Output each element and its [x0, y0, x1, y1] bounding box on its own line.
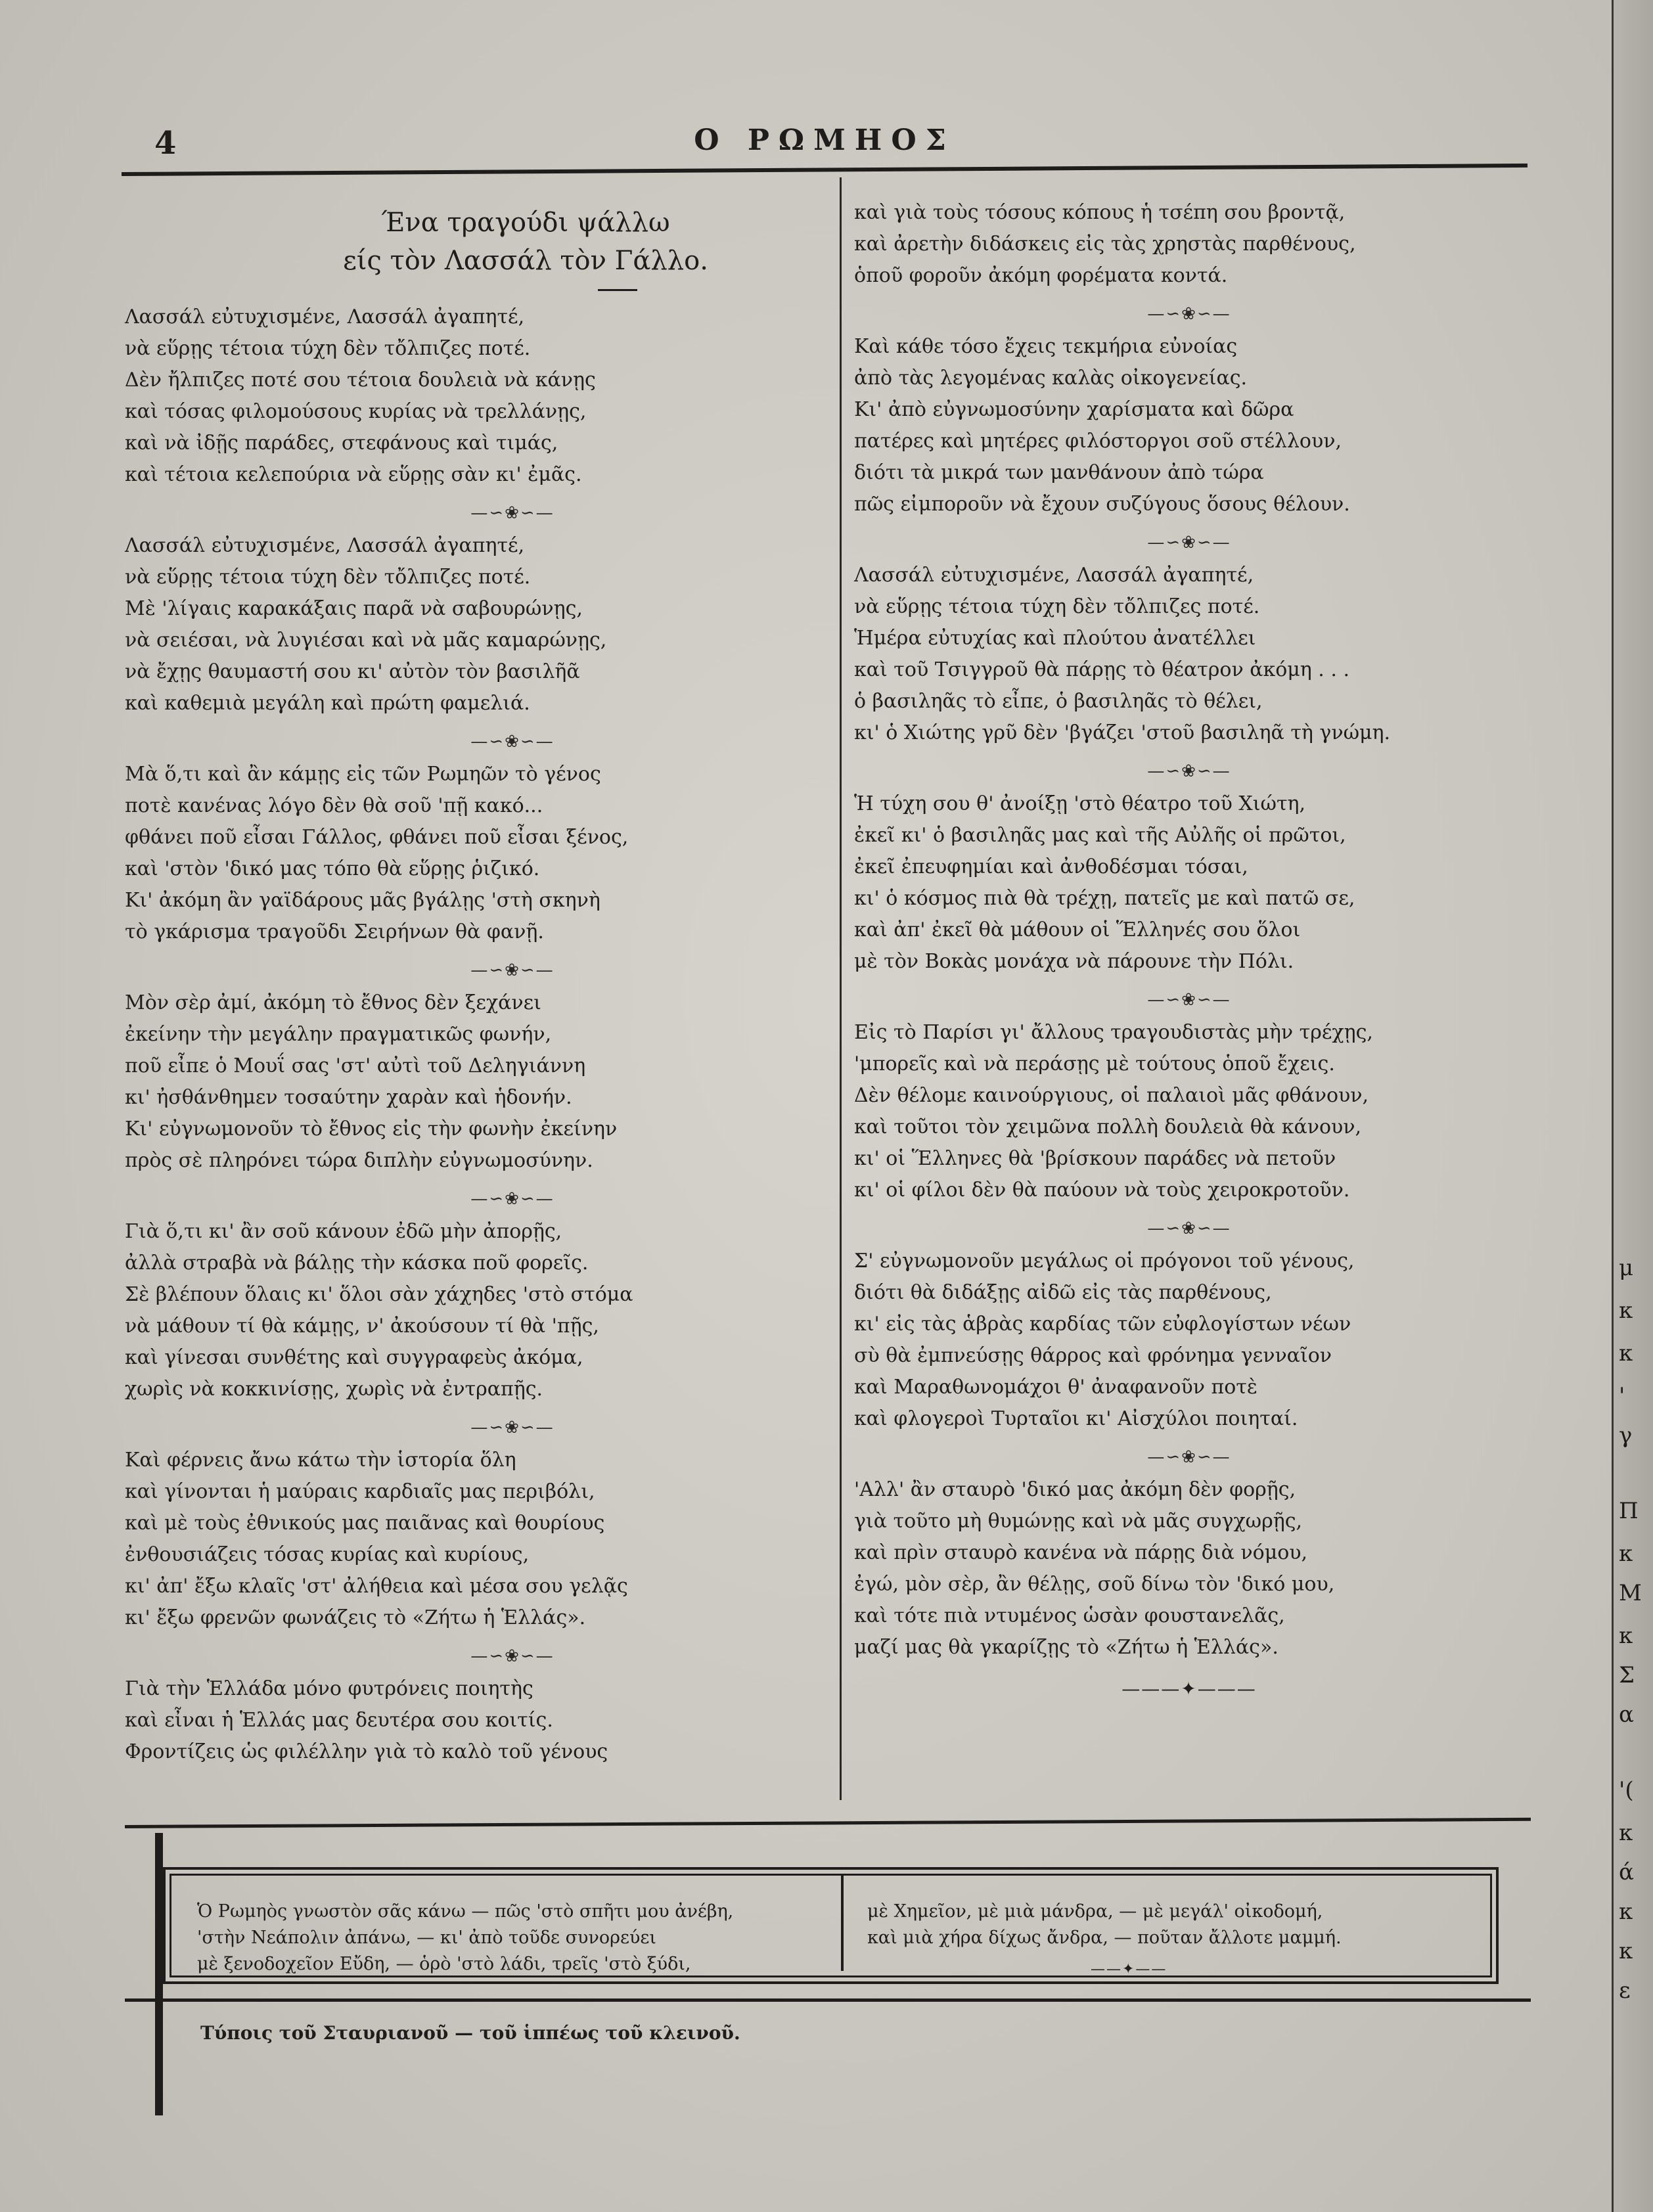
verse-line: Λασσάλ εὐτυχισμένε, Λασσάλ ἀγαπητέ, [125, 534, 525, 557]
verse-line: ποῦ εἶπε ὁ Μουΐ σας 'στ' αὐτὶ τοῦ Δεληγιάννη [125, 1054, 586, 1077]
verse-line: 'μπορεῖς καὶ νὰ περάσῃς μὲ τούτους ὁποῦ ἔχεις. [854, 1052, 1335, 1075]
verse-line: κι' ἀπ' ἔξω κλαῖς 'στ' ἀλήθεια καὶ μέσα σου γελᾷς [125, 1575, 628, 1598]
verse-line: καὶ ἀρετὴν διδάσκεις εἰς τὰς χρηστὰς παρθένους, [854, 233, 1356, 256]
verse-line: καὶ γίνεσαι συνθέτης καὶ συγγραφεὺς ἀκόμα, [125, 1346, 583, 1369]
stanza [125, 987, 821, 1177]
stanza [854, 331, 1524, 520]
verse-line: γιὰ τοῦτο μὴ θυμώνῃς καὶ νὰ μᾶς συγχωρῇς, [854, 1510, 1303, 1533]
verse-line: Φροντίζεις ὡς φιλέλλην γιὰ τὸ καλὸ τοῦ γένους [125, 1740, 608, 1763]
stanza-ornament: —∽❀∽— [470, 1646, 555, 1666]
verse-line: καὶ πρὶν σταυρὸ κανένα νὰ πάρῃς διὰ νόμου, [854, 1541, 1308, 1564]
page-header [118, 118, 1531, 171]
verse-line: ἐκεῖ κι' ὁ βασιληᾶς μας καὶ τῆς Αὐλῆς οἱ πρῶτοι, [854, 824, 1346, 847]
verse-line: Μὸν σὲρ ἀμί, ἀκόμη τὸ ἔθνος δὲν ξεχάνει [125, 991, 541, 1014]
verse-line: Εἰς τὸ Παρίσι γι' ἄλλους τραγουδιστὰς μὴν τρέχῃς, [854, 1021, 1373, 1044]
end-ornament: ———✦——— [1121, 1678, 1257, 1700]
next-page-edge [1612, 0, 1653, 2212]
verse-line: νὰ μάθουν τί θὰ κάμῃς, ν' ἀκούσουν τί θὰ 'πῇς, [125, 1315, 599, 1338]
stanza-ornament: —∽❀∽— [1147, 1447, 1231, 1467]
stanza-ornament: —∽❀∽— [470, 1189, 555, 1209]
stanza-ornament: —∽❀∽— [1147, 761, 1231, 781]
verse-line: κι' εἰς τὰς ἁβρὰς καρδίας τῶν εὐφλογίστων νέων [854, 1313, 1351, 1336]
verse-line: καὶ ἀπ' ἐκεῖ θὰ μάθουν οἱ Ἕλληνές σου ὅλοι [854, 918, 1301, 941]
advertisement-line: μὲ Χημεῖον, μὲ μιὰ μάνδρα, — μὲ μεγάλ' οἰκοδομή, [867, 1901, 1323, 1922]
verse-line: κι' οἱ φίλοι δὲν θὰ παύουν νὰ τοὺς χειροκροτοῦν. [854, 1179, 1350, 1202]
verse-line: μὲ τὸν Βοκὰς μονάχα νὰ πάρουνε τὴν Πόλι. [854, 950, 1294, 973]
column-divider [840, 177, 842, 1800]
edge-fragment: ' [1619, 1383, 1625, 1409]
verse-line: κι' ὁ κόσμος πιὰ θὰ τρέχῃ, πατεῖς με καὶ πατῶ σε, [854, 887, 1355, 910]
advertisement-line: μὲ ξενοδοχεῖον Εὔδη, — ὁρὸ 'στὸ λάδι, τρεῖς 'στὸ ξύδι, [197, 1954, 691, 1974]
verse-line: κι' ἔξω φρενῶν φωνάζεις τὸ «Ζήτω ἡ Ἑλλάς». [125, 1606, 586, 1629]
stanza [125, 759, 821, 948]
stanza [854, 197, 1524, 292]
advertisement-divider [841, 1876, 844, 1971]
stanza-ornament: —∽❀∽— [470, 503, 555, 523]
verse-line: Γιὰ ὅ,τι κι' ἂν σοῦ κάνουν ἐδῶ μὴν ἀπορῇς, [125, 1220, 562, 1243]
edge-fragment: κ [1619, 1899, 1633, 1925]
stanza [125, 1445, 821, 1634]
verse-line: Δὲν ἤλπιζες ποτέ σου τέτοια δουλειὰ νὰ κάνῃς [125, 369, 596, 392]
verse-line: Ἡ τύχη σου θ' ἀνοίξῃ 'στὸ θέατρο τοῦ Χιώτη, [854, 792, 1306, 815]
edge-fragment: ε [1619, 1977, 1631, 2004]
advertisement-left [197, 1899, 828, 1977]
verse-line: καὶ τοῦτοι τὸν χειμῶνα πολλὴ δουλειὰ θὰ κάνουν, [854, 1116, 1362, 1139]
stanza-ornament: —∽❀∽— [470, 960, 555, 980]
advertisement-line: καὶ μιὰ χήρα δίχως ἄνδρα, — ποῦταν ἄλλοτε μαμμή. [867, 1928, 1342, 1948]
verse-line: τὸ γκάρισμα τραγοῦδι Σειρήνων θὰ φανῇ. [125, 920, 544, 943]
title-rule [598, 289, 637, 291]
verse-line: Ἡμέρα εὐτυχίας καὶ πλούτου ἀνατέλλει [854, 627, 1256, 650]
edge-fragment: α [1619, 1702, 1634, 1728]
verse-line: Λασσάλ εὐτυχισμένε, Λασσάλ ἀγαπητέ, [125, 305, 525, 328]
verse-line: νὰ εὕρῃς τέτοια τύχη δὲν τὄλπιζες ποτέ. [125, 337, 531, 360]
verse-line: Κι' ἀπὸ εὐγνωμοσύνην χαρίσματα καὶ δῶρα [854, 398, 1294, 421]
verse-line: νὰ εὕρῃς τέτοια τύχη δὲν τὄλπιζες ποτέ. [125, 566, 531, 589]
verse-line: ἐνθουσιάζεις τόσας κυρίας καὶ κυρίους, [125, 1543, 530, 1566]
verse-line: Δὲν θέλομε καινούργιους, οἱ παλαιοὶ μᾶς φθάνουν, [854, 1084, 1369, 1107]
verse-line: Λασσάλ εὐτυχισμένε, Λασσάλ ἀγαπητέ, [854, 564, 1254, 587]
verse-line: χωρὶς νὰ κοκκινίσῃς, χωρὶς νὰ ἐντραπῇς. [125, 1378, 543, 1401]
verse-line: καὶ εἶναι ἡ Ἑλλάς μας δευτέρα σου κοιτίς. [125, 1709, 553, 1732]
verse-line: σὺ θὰ ἐμπνεύσῃς θάρρος καὶ φρόνημα γενναῖον [854, 1344, 1332, 1367]
stanza [125, 1673, 821, 1768]
advertisement-ornament: ——✦—— [1091, 1961, 1167, 1977]
verse-line: Μὲ 'λίγαις καρακάξαις παρᾶ νὰ σαβουρώνῃς, [125, 597, 583, 620]
verse-line: νὰ σειέσαι, νὰ λυγιέσαι καὶ νὰ μᾶς καμαρώνῃς, [125, 629, 607, 652]
verse-line: Καὶ φέρνεις ἄνω κάτω τὴν ἱστορία ὅλη [125, 1449, 516, 1472]
poem-title-line: Ένα τραγούδι ψάλλω [381, 208, 670, 238]
edge-fragment: κ [1619, 1541, 1633, 1567]
stanza [854, 1474, 1524, 1663]
advertisement-right [867, 1899, 1485, 1951]
stanza [125, 302, 821, 491]
edge-fragment: Σ [1619, 1662, 1635, 1688]
right-stanzas [854, 197, 1524, 1663]
verse-line: καὶ Μαραθωνομάχοι θ' ἀναφανοῦν ποτὲ [854, 1376, 1257, 1399]
advertisement-line: 'στὴν Νεάπολιν ἀπάνω, — κι' ἀπὸ τοῦδε συνορεύει [197, 1928, 656, 1948]
verse-line: πῶς εἰμποροῦν νὰ ἔχουν συζύγους ὅσους θέλουν. [854, 493, 1350, 516]
edge-fragment: κ [1619, 1938, 1633, 1964]
left-stanzas [125, 302, 821, 1768]
verse-line: κι' ὁ Χιώτης γρῦ δὲν 'βγάζει 'στοῦ βασιληᾶ τὴ γνώμη. [854, 721, 1391, 744]
printer-imprint: Τύποις τοῦ Σταυριανοῦ — τοῦ ἱππέως τοῦ κλεινοῦ. [200, 2022, 740, 2044]
edge-fragment: κ [1619, 1340, 1633, 1366]
stanza-ornament: —∽❀∽— [1147, 1219, 1231, 1238]
stanza [854, 788, 1524, 978]
verse-line: καὶ γιὰ τοὺς τόσους κόπους ἡ τσέπη σου βροντᾷ, [854, 201, 1346, 224]
verse-line: ἐγώ, μὸν σὲρ, ἂν θέλῃς, σοῦ δίνω τὸν 'δικό μου, [854, 1573, 1335, 1596]
verse-line: ἐκείνην τὴν μεγάλην πραγματικῶς φωνήν, [125, 1023, 552, 1046]
verse-line: 'Αλλ' ἂν σταυρὸ 'δικό μας ἀκόμη δὲν φορῇς, [854, 1478, 1296, 1501]
stanza-ornament: —∽❀∽— [470, 1418, 555, 1437]
verse-line: Μὰ ὅ,τι καὶ ἂν κάμῃς εἰς τῶν Ρωμηῶν τὸ γένος [125, 763, 601, 786]
verse-line: Σ' εὐγνωμονοῦν μεγάλως οἱ πρόγονοι τοῦ γένους, [854, 1250, 1355, 1273]
stanza [854, 1017, 1524, 1206]
poem-title [230, 204, 821, 280]
verse-line: πρὸς σὲ πληρόνει τώρα διπλὴν εὐγνωμοσύνην. [125, 1149, 593, 1172]
verse-line: Σὲ βλέπουν ὅλαις κι' ὅλοι σὰν χάχηδες 'στὸ στόμα [125, 1283, 633, 1306]
verse-line: καὶ μὲ τοὺς ἐθνικούς μας παιᾶνας καὶ θουρίους [125, 1512, 605, 1535]
verse-line: καὶ φλογεροὶ Τυρταῖοι κι' Αἰσχύλοι ποιηταί. [854, 1407, 1298, 1430]
verse-line: καὶ 'στὸν 'δικό μας τόπο θὰ εὕρῃς ῥιζικό. [125, 857, 540, 880]
edge-fragment: μ [1619, 1255, 1634, 1281]
verse-line: ἀλλὰ στραβὰ νὰ βάλῃς τὴν κάσκα ποῦ φορεῖς. [125, 1252, 589, 1275]
edge-fragment: ά [1619, 1859, 1634, 1885]
verse-line: καὶ καθεμιὰ μεγάλη καὶ πρώτη φαμελιά. [125, 692, 530, 715]
page-number: 4 [154, 125, 177, 162]
printer-bar [155, 2017, 163, 2051]
edge-fragment: γ [1619, 1422, 1633, 1449]
verse-line: κι' ἠσθάνθημεν τοσαύτην χαρὰν καὶ ἡδονήν. [125, 1086, 572, 1109]
edge-fragment: κ [1619, 1623, 1633, 1649]
advertisement-line: Ὁ Ρωμηὸς γνωστὸν σᾶς κάνω — πῶς 'στὸ σπῆτι μου ἀνέβη, [197, 1901, 734, 1922]
verse-line: καὶ τόσας φιλομούσους κυρίας νὰ τρελλάνῃς, [125, 400, 587, 423]
stanza-ornament: —∽❀∽— [1147, 990, 1231, 1010]
stanza-ornament: —∽❀∽— [470, 732, 555, 752]
stanza [854, 1246, 1524, 1435]
verse-line: ποτὲ κανένας λόγο δὲν θὰ σοῦ 'πῇ κακό... [125, 794, 543, 817]
edge-fragment: Μ [1619, 1580, 1642, 1606]
verse-line: διότι θὰ διδάξῃς αἰδῶ εἰς τὰς παρθένους, [854, 1281, 1272, 1304]
verse-line: καὶ νὰ ἰδῇς παράδες, στεφάνους καὶ τιμάς, [125, 432, 558, 455]
poem-title-line: είς τὸν Λασσάλ τὸν Γάλλο. [343, 246, 708, 276]
masthead-title: Ο ΡΩΜΗΟΣ [694, 124, 955, 157]
verse-line: Κι' ἀκόμη ἂν γαϊδάρους μᾶς βγάλῃς 'στὴ σκηνὴ [125, 889, 600, 912]
verse-line: πατέρες καὶ μητέρες φιλόστοργοι σοῦ στέλλουν, [854, 430, 1342, 453]
stanza-ornament: —∽❀∽— [1147, 304, 1231, 324]
verse-line: μαζί μας θὰ γκαρίζῃς τὸ «Ζήτω ἡ Ἑλλάς». [854, 1636, 1279, 1659]
verse-line: καὶ γίνονται ἡ μαύραις καρδιαῖς μας περιβόλι, [125, 1480, 595, 1503]
right-column [854, 197, 1524, 1705]
verse-line: Καὶ κάθε τόσο ἔχεις τεκμήρια εὐνοίας [854, 335, 1238, 358]
verse-line: Γιὰ τὴν Ἑλλάδα μόνο φυτρόνεις ποιητὴς [125, 1677, 533, 1700]
edge-fragment: Π [1619, 1498, 1639, 1524]
verse-line: καὶ τέτοια κελεπούρια νὰ εὕρῃς σὰν κι' ἐμᾶς. [125, 463, 582, 486]
verse-line: νὰ ἔχῃς θαυμαστή σου κι' αὐτὸν τὸν βασιλῆᾶ [125, 660, 580, 683]
verse-line: Κι' εὐγνωμονοῦν τὸ ἔθνος εἰς τὴν φωνὴν ἐκείνην [125, 1117, 618, 1140]
verse-line: διότι τὰ μικρά των μανθάνουν ἀπὸ τώρα [854, 461, 1264, 484]
verse-line: κι' οἱ Ἕλληνες θὰ 'βρίσκουν παράδες νὰ πετοῦν [854, 1147, 1336, 1170]
footer-left-bar [155, 1833, 163, 2115]
verse-line: ἐκεῖ ἐπευφημίαι καὶ ἀνθοδέσμαι τόσαι, [854, 855, 1248, 878]
left-column [125, 197, 821, 1773]
verse-line: ὁ βασιληᾶς τὸ εἶπε, ὁ βασιληᾶς τὸ θέλει, [854, 690, 1263, 713]
verse-line: φθάνει ποῦ εἶσαι Γάλλος, φθάνει ποῦ εἶσαι ξένος, [125, 826, 629, 849]
verse-line: ἀπὸ τὰς λεγομένας καλὰς οἰκογενείας. [854, 367, 1248, 390]
stanza [125, 530, 821, 719]
edge-fragment: κ [1619, 1820, 1633, 1846]
verse-line: ὁποῦ φοροῦν ἀκόμη φορέματα κοντά. [854, 264, 1228, 287]
verse-line: καὶ τότε πιὰ ντυμένος ὡσὰν φουστανελᾶς, [854, 1604, 1285, 1627]
footer-bottom-rule [125, 1998, 1531, 2002]
verse-line: καὶ τοῦ Τσιγγροῦ θὰ πάρῃς τὸ θέατρον ἀκόμη . . . [854, 658, 1349, 681]
stanza [854, 560, 1524, 749]
verse-line: νὰ εὕρῃς τέτοια τύχη δὲν τὄλπιζες ποτέ. [854, 595, 1260, 618]
stanza-ornament: —∽❀∽— [1147, 533, 1231, 553]
stanza [125, 1216, 821, 1405]
edge-fragment: κ [1619, 1298, 1633, 1324]
edge-fragment: '( [1619, 1777, 1634, 1803]
